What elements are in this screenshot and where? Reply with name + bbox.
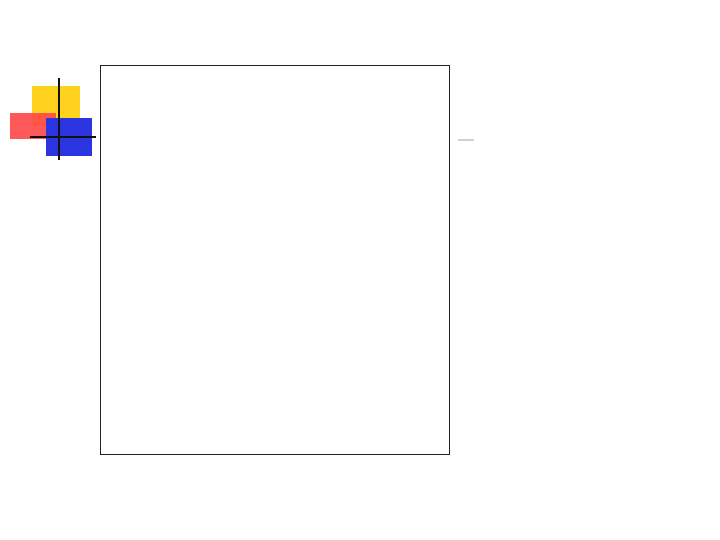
decor-line-horizontal [30, 136, 96, 138]
decor-line-faint [458, 139, 474, 141]
decor-line-vertical [58, 78, 60, 160]
bolt-size-table-frame [100, 65, 450, 455]
thread-diagram-svg [492, 82, 632, 174]
thread-diagram [492, 82, 632, 174]
